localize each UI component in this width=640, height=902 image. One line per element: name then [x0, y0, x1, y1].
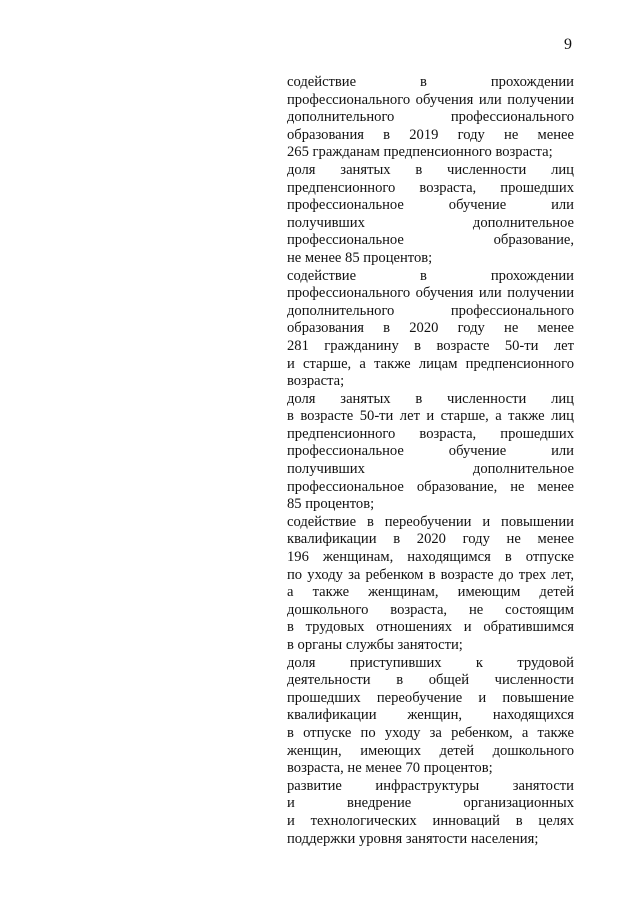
text-line: возраста, не менее 70 процентов;: [287, 760, 493, 777]
text-line: образования в 2019 году не менее: [287, 126, 574, 143]
text-line: в трудовых отношениях и обратившимся: [287, 619, 574, 636]
paragraph-employed-share-prepension: [287, 162, 574, 268]
text-line: поддержки уровня занятости населения;: [287, 830, 539, 847]
text-line: в отпуске по уходу за ребенком, а также: [287, 724, 574, 741]
text-line: содействие в прохождении: [287, 74, 574, 90]
text-line: профессионального обучения или получении: [287, 285, 574, 302]
text-line: доля приступивших к трудовой: [287, 654, 574, 671]
text-line: доля занятых в численности лиц: [287, 390, 574, 407]
text-line: содействие в переобучении и повышении: [287, 513, 574, 530]
text-line: предпенсионного возраста, прошедших: [287, 425, 574, 442]
text-line: и старше, а также лицам предпенсионного: [287, 355, 574, 372]
text-line: профессионального обучения или получении: [287, 91, 574, 108]
text-line: в возрасте 50-ти лет и старше, а также лиц: [287, 408, 574, 425]
text-line: получивших дополнительное: [287, 461, 574, 478]
text-line: женщин, имеющих детей дошкольного: [287, 742, 574, 759]
text-line: деятельности в общей численности: [287, 672, 574, 689]
document-body: [287, 74, 574, 848]
text-line: профессиональное обучение или: [287, 443, 574, 460]
text-line: профессиональное образование,: [287, 232, 574, 249]
text-line: и внедрение организационных: [287, 795, 574, 812]
text-line: профессиональное обучение или: [287, 197, 574, 214]
text-line: не менее 85 процентов;: [287, 249, 433, 266]
text-line: в органы службы занятости;: [287, 637, 463, 653]
paragraph-training-2019: [287, 74, 574, 162]
paragraph-employed-share-50-plus: [287, 391, 574, 514]
paragraph-infrastructure-development: [287, 778, 574, 848]
page-number: 9: [564, 36, 572, 53]
text-line: 281 гражданину в возрасте 50-ти лет: [287, 337, 574, 354]
text-line: содействие в прохождении: [287, 267, 574, 284]
text-line: дополнительного профессионального: [287, 109, 574, 126]
text-line: 85 процентов;: [287, 496, 375, 513]
paragraph-retraining-women: [287, 514, 574, 655]
text-line: квалификации женщин, находящихся: [287, 707, 574, 724]
text-line: прошедших переобучение и повышение: [287, 689, 574, 706]
text-line: профессиональное образование, не менее: [287, 478, 574, 495]
text-line: 196 женщинам, находящимся в отпуске: [287, 549, 574, 566]
text-line: получивших дополнительное: [287, 214, 574, 231]
text-line: доля занятых в численности лиц: [287, 161, 574, 178]
text-line: квалификации в 2020 году не менее: [287, 531, 574, 548]
text-line: 265 гражданам предпенсионного возраста;: [287, 144, 553, 161]
text-line: возраста;: [287, 373, 345, 390]
text-line: предпенсионного возраста, прошедших: [287, 179, 574, 196]
text-line: по уходу за ребенком в возрасте до трех лет,: [287, 566, 574, 583]
text-line: развитие инфраструктуры занятости: [287, 777, 574, 794]
text-line: а также женщинам, имеющим детей: [287, 584, 574, 601]
text-line: образования в 2020 году не менее: [287, 320, 574, 337]
text-line: дошкольного возраста, не состоящим: [287, 601, 574, 618]
paragraph-training-2020: [287, 268, 574, 391]
paragraph-women-employment-share: [287, 655, 574, 778]
text-line: дополнительного профессионального: [287, 302, 574, 319]
text-line: и технологических инноваций в целях: [287, 812, 574, 829]
